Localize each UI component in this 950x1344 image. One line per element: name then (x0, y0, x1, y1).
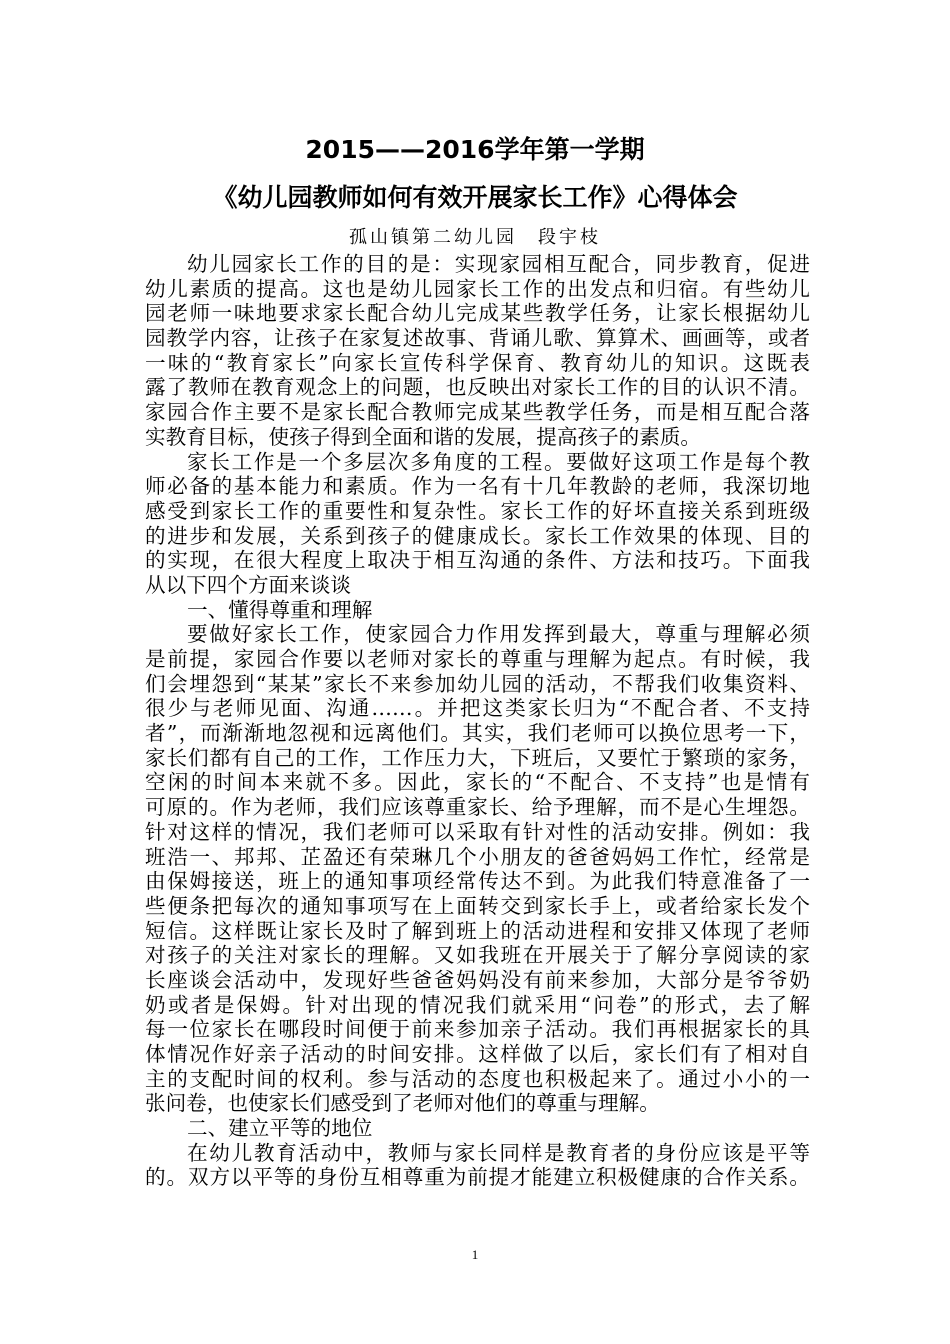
paragraph-line: 家园合作主要不是家长配合教师完成某些教学任务，而是相互配合落 (145, 400, 810, 425)
paragraph-line: 对孩子的关注对家长的理解。又如我班在开展关于了解分享阅读的家 (145, 943, 810, 968)
paragraph-line: 从以下四个方面来谈谈 (145, 572, 351, 597)
section-heading: 二、建立平等的地位 (187, 1116, 373, 1141)
paragraph-line: 的。双方以平等的身份互相尊重为前提才能建立积极健康的合作关系。 (145, 1165, 810, 1190)
paragraph-line: 幼儿素质的提高。这也是幼儿园家长工作的出发点和归宿。有些幼儿 (145, 276, 810, 301)
paragraph-line: 些便条把每次的通知事项写在上面转交到家长手上，或者给家长发个 (145, 893, 810, 918)
document-title: 《幼儿园教师如何有效开展家长工作》心得体会 (212, 183, 738, 212)
document-author: 孤山镇第二幼儿园 段宇枝 (349, 227, 601, 248)
paragraph-line: 们会埋怨到“某某”家长不来参加幼儿园的活动，不帮我们收集资料、 (145, 671, 810, 696)
paragraph-line: 短信。这样既让家长及时了解到班上的活动进程和安排又体现了老师 (145, 918, 810, 943)
paragraph-line: 奶或者是保姆。针对出现的情况我们就采用“问卷”的形式，去了解 (145, 992, 810, 1017)
paragraph-line: 露了教师在教育观念上的问题，也反映出对家长工作的目的认识不清。 (145, 375, 810, 400)
paragraph-line: 班浩一、邦邦、芷盈还有荣琳几个小朋友的爸爸妈妈工作忙，经常是 (145, 844, 810, 869)
paragraph-line: 者”，而渐渐地忽视和远离他们。其实，我们老师可以换位思考一下， (145, 721, 810, 746)
paragraph-line: 园老师一味地要求家长配合幼儿完成某些教学任务，让家长根据幼儿 (145, 301, 810, 326)
paragraph-line: 空闲的时间本来就不多。因此，家长的“不配合、不支持”也是情有 (145, 770, 810, 795)
paragraph-line: 张问卷，也使家长们感受到了老师对他们的尊重与理解。 (145, 1091, 660, 1116)
paragraph-line: 幼儿园家长工作的目的是：实现家园相互配合，同步教育，促进 (187, 252, 810, 276)
paragraph-line: 感受到家长工作的重要性和复杂性。家长工作的好坏直接关系到班级 (145, 498, 810, 523)
page-number: 1 (471, 1247, 479, 1262)
document-title-year: 2015——2016学年第一学期 (305, 135, 645, 164)
paragraph-line: 家长们都有自己的工作，工作压力大，下班后，又要忙于繁琐的家务， (145, 745, 810, 770)
paragraph-line: 的实现，在很大程度上取决于相互沟通的条件、方法和技巧。下面我 (145, 548, 810, 573)
section-heading: 一、懂得尊重和理解 (187, 597, 373, 622)
paragraph-line: 师必备的基本能力和素质。作为一名有十几年教龄的老师，我深切地 (145, 474, 810, 499)
paragraph-line: 园教学内容，让孩子在家复述故事、背诵儿歌、算算术、画画等，或者 (145, 326, 810, 351)
paragraph-line: 每一位家长在哪段时间便于前来参加亲子活动。我们再根据家长的具 (145, 1017, 810, 1042)
paragraph-line: 长座谈会活动中，发现好些爸爸妈妈没有前来参加，大部分是爷爷奶 (145, 967, 810, 992)
paragraph-line: 一味的“教育家长”向家长宣传科学保育、教育幼儿的知识。这既表 (145, 350, 810, 375)
paragraph-line: 主的支配时间的权利。参与活动的态度也积极起来了。通过小小的一 (145, 1066, 810, 1091)
paragraph-line: 针对这样的情况，我们老师可以采取有针对性的活动安排。例如：我 (145, 819, 810, 844)
paragraph-line: 实教育目标，使孩子得到全面和谐的发展，提高孩子的素质。 (145, 424, 702, 449)
paragraph-line: 可原的。作为老师，我们应该尊重家长、给予理解，而不是心生埋怨。 (145, 795, 810, 820)
paragraph-line: 是前提，家园合作要以老师对家长的尊重与理解为起点。有时候，我 (145, 647, 810, 671)
paragraph-line: 的进步和发展，关系到孩子的健康成长。家长工作效果的体现、目的 (145, 523, 810, 548)
paragraph-line: 家长工作是一个多层次多角度的工程。要做好这项工作是每个教 (187, 449, 810, 474)
paragraph-line: 很少与老师见面、沟通……。并把这类家长归为“不配合者、不支持 (145, 696, 810, 721)
paragraph-line: 在幼儿教育活动中，教师与家长同样是教育者的身份应该是平等 (187, 1140, 810, 1165)
paragraph-line: 要做好家长工作，使家园合力作用发挥到最大，尊重与理解必须 (187, 622, 810, 647)
paragraph-line: 体情况作好亲子活动的时间安排。这样做了以后，家长们有了相对自 (145, 1042, 810, 1066)
document-body (145, 252, 810, 1190)
paragraph-line: 由保姆接送，班上的通知事项经常传达不到。为此我们特意准备了一 (145, 869, 810, 894)
